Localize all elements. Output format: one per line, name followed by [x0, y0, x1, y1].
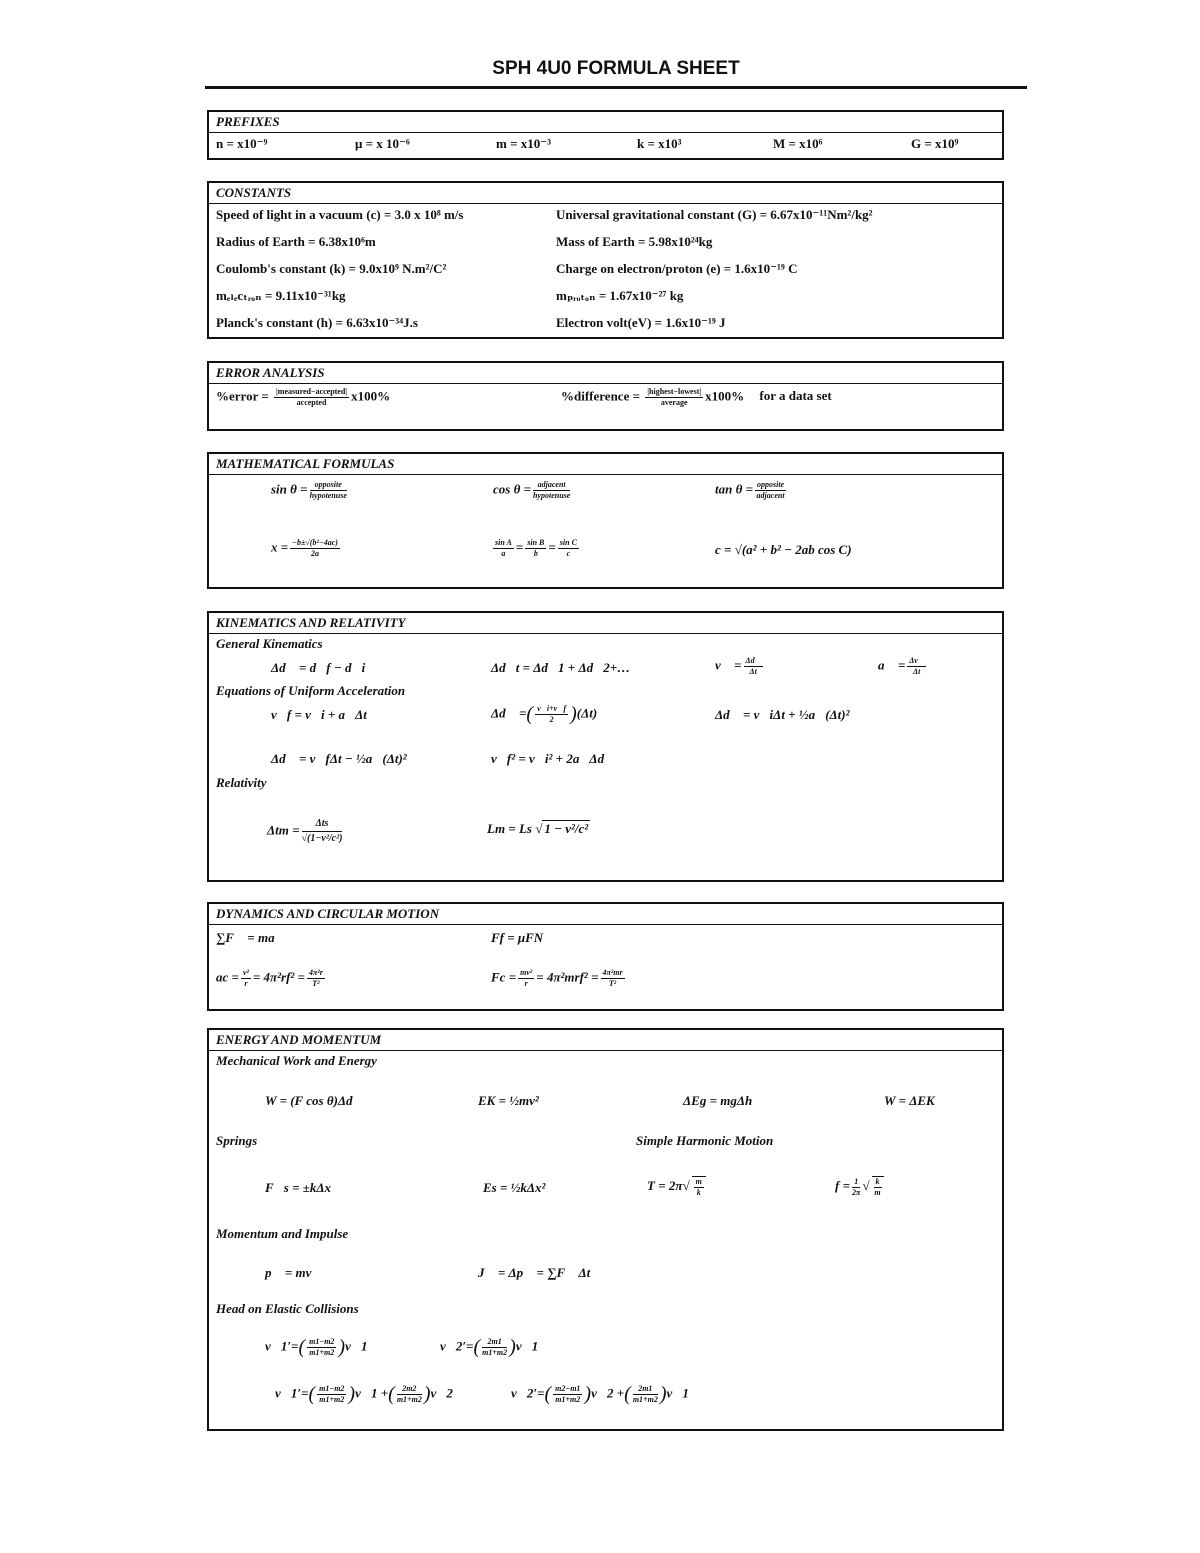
fraction-denominator: adjacent	[756, 491, 785, 500]
fraction-numerator: 2m2	[397, 1384, 422, 1395]
tangent-lhs: tan θ =	[715, 481, 753, 497]
fraction-denominator: a	[501, 549, 506, 558]
fraction-denominator: accepted	[296, 398, 327, 407]
fraction-denominator: m1+m2	[319, 1395, 345, 1404]
fraction-numerator: sin B	[527, 538, 545, 547]
momentum-formula: p⃗ = mv⃗	[265, 1265, 322, 1280]
total-displacement-formula: Δd⃗t = Δd⃗1 + Δd⃗2+…	[491, 660, 631, 675]
percent-difference-formula	[561, 387, 832, 408]
percent-difference-lhs: %difference =	[561, 388, 641, 404]
velocity-lhs: v⃗ =	[715, 657, 742, 673]
fraction-numerator: |highest−lowest|	[647, 387, 702, 396]
fraction-numerator: m1−m2	[309, 1337, 335, 1346]
length-contraction-formula: Lm = Ls √ 1 − v²/c²	[487, 821, 589, 836]
fraction-denominator: 2π	[852, 1187, 861, 1197]
fraction-numerator: Δts	[302, 817, 343, 832]
uniform-eq-2: Δd⃗ =( $\frac{v⃗i+v⃗f}{2}$ )(Δt)	[491, 703, 598, 725]
fraction-denominator: Δt	[749, 667, 757, 676]
percent-error-lhs: %error =	[216, 388, 269, 404]
constant-electron-mass: mₑₗₑcₜᵣₒₙ = 9.11x10⁻³¹kg	[216, 288, 346, 303]
fraction-denominator: 2a	[311, 549, 320, 558]
tangent-formula	[715, 480, 788, 501]
kinematics-header: KINEMATICS AND RELATIVITY	[209, 613, 1002, 634]
percent-difference-tail: x100%	[705, 388, 745, 404]
constant-electron-volt: Electron volt(eV) = 1.6x10⁻¹⁹ J	[556, 315, 726, 330]
fraction-numerator: Δd⃗	[745, 656, 761, 665]
uniform-eq-2-lhs: Δd⃗ =	[491, 705, 527, 721]
error-analysis-section	[207, 361, 1004, 431]
constants-section	[207, 181, 1004, 339]
centripetal-force-mid: = 4π²mrf² =	[536, 969, 599, 985]
energy-section	[207, 1028, 1004, 1431]
collision-eq-4-mid: v⃗2 +	[591, 1385, 625, 1401]
constant-elementary-charge: Charge on electron/proton (e) = 1.6x10⁻¹⁹ C	[556, 261, 798, 276]
uniform-eq-4: Δd⃗ = v⃗fΔt − ½a⃗(Δt)²	[271, 751, 407, 766]
fraction-denominator: m	[874, 1188, 881, 1197]
collision-eq-1-tail: v⃗1	[345, 1338, 368, 1354]
newton-second-law: ∑F⃗ = ma⃗	[216, 930, 285, 945]
collisions-subheading: Head on Elastic Collisions	[216, 1301, 359, 1316]
percent-error-tail: x100%	[351, 388, 391, 404]
fraction-numerator: v²	[242, 968, 249, 977]
quadratic-formula	[271, 538, 342, 559]
prefix-nano: n = x10⁻⁹	[216, 136, 268, 151]
constant-speed-of-light: Speed of light in a vacuum (c) = 3.0 x 10⁸ m/s	[216, 207, 464, 222]
acceleration-formula	[878, 656, 928, 677]
fraction-denominator: average	[660, 398, 688, 407]
uniform-eq-2-tail: (Δt)	[576, 705, 598, 721]
fraction-numerator: k	[875, 1177, 880, 1186]
fraction-numerator: |measured−accepted|	[276, 387, 348, 396]
collision-eq-3: v⃗1′=( $\frac{m1-m2}{m1+m2}$ )v⃗1 +( $\frac{2m2}{m1+m2}$ )v⃗2	[275, 1383, 453, 1405]
dynamics-section	[207, 902, 1004, 1011]
momentum-subheading: Momentum and Impulse	[216, 1226, 349, 1241]
impulse-formula: J⃗ = Δp⃗ = ∑F⃗ Δt	[478, 1265, 591, 1280]
prefixes-header: PREFIXES	[209, 112, 1002, 133]
uniform-eq-5: v⃗f² = v⃗i² + 2a⃗Δd⃗	[491, 751, 615, 766]
frequency-formula: f = $\frac{1}{2\pi}$ √ $\frac{k}{m}$	[835, 1176, 886, 1198]
prefixes-section	[207, 110, 1004, 160]
springs-subheading: Springs	[216, 1133, 258, 1148]
collision-eq-1: v⃗1′=( $\frac{m1-m2}{m1+m2}$ )v⃗1	[265, 1336, 368, 1358]
sine-law: $\frac{\text{sin A}}{a}$ = $\frac{\text{sin B}}{b}$ = $\frac{\text{sin C}}{c}$	[495, 538, 577, 558]
collision-eq-4-tail: v⃗1	[666, 1385, 689, 1401]
constant-coulomb: Coulomb's constant (k) = 9.0x10⁹ N.m²/C²	[216, 261, 447, 276]
relativity-subheading: Relativity	[216, 775, 267, 790]
period-lhs: T = 2π	[647, 1177, 683, 1193]
fraction-numerator: 4π²mr	[602, 968, 623, 977]
fraction-denominator: k	[696, 1188, 701, 1197]
constants-header: CONSTANTS	[209, 183, 1002, 204]
centripetal-acceleration-formula	[216, 968, 327, 989]
fraction-numerator: m2−m1	[555, 1384, 581, 1393]
prefix-giga: G = x10⁹	[911, 136, 959, 151]
prefix-milli: m = x10⁻³	[496, 136, 551, 151]
title-rule	[205, 86, 1027, 89]
work-energy-theorem: W = ΔEK	[884, 1093, 935, 1108]
work-formula: W = (F cos θ)Δd	[265, 1093, 353, 1108]
fraction-denominator: T²	[608, 979, 617, 988]
fraction-numerator: sin A	[495, 538, 512, 547]
velocity-formula	[715, 656, 765, 677]
fraction-denominator: b	[533, 549, 538, 558]
acceleration-lhs: a⃗ =	[878, 657, 906, 673]
percent-difference-fraction	[645, 387, 703, 408]
percent-error-formula	[216, 387, 390, 408]
fraction-denominator: m1+m2	[396, 1395, 422, 1404]
constant-gravitational: Universal gravitational constant (G) = 6.67x10⁻¹¹Nm²/kg²	[556, 207, 873, 222]
kinematics-section	[207, 611, 1004, 882]
fraction-denominator: r	[244, 979, 248, 988]
sine-formula	[271, 480, 349, 501]
prefix-micro: μ = x 10⁻⁶	[355, 136, 410, 151]
frequency-lhs: f =	[835, 1177, 850, 1193]
fraction-numerator: 2m1	[482, 1337, 507, 1348]
time-dilation-lhs: Δtm =	[267, 822, 300, 838]
fraction-denominator: r	[524, 979, 528, 988]
percent-difference-note: for a data set	[759, 388, 832, 404]
fraction-numerator: 1	[852, 1177, 860, 1188]
constant-planck: Planck's constant (h) = 6.63x10⁻³⁴J.s	[216, 315, 418, 330]
fraction-numerator: m	[695, 1177, 702, 1186]
fraction-denominator: 2	[549, 715, 554, 724]
prefix-kilo: k = x10³	[637, 136, 682, 151]
collision-eq-2-tail: v⃗1	[515, 1338, 539, 1354]
fraction-denominator: √(1−v²/c²)	[301, 833, 343, 844]
centripetal-acceleration-lhs: ac =	[216, 969, 239, 985]
collision-eq-1-lhs: v⃗1′=	[265, 1338, 299, 1354]
fraction-denominator: hypotenuse	[309, 491, 347, 500]
collision-eq-4-lhs: v⃗2′=	[511, 1385, 545, 1401]
fraction-denominator: c	[566, 549, 571, 558]
general-kinematics-subheading: General Kinematics	[216, 636, 323, 651]
fraction-numerator: Δv⃗	[909, 656, 925, 665]
fraction-numerator: 2m1	[633, 1384, 658, 1395]
cosine-law: c = √(a² + b² − 2ab cos C)	[715, 542, 852, 557]
math-header: MATHEMATICAL FORMULAS	[209, 454, 1002, 475]
fraction-numerator: sin C	[559, 538, 577, 547]
fraction-denominator: hypotenuse	[532, 491, 571, 500]
quadratic-lhs: x =	[271, 539, 289, 555]
collision-eq-3-tail: v⃗2	[430, 1385, 453, 1401]
sine-lhs: sin θ =	[271, 481, 308, 497]
constant-radius-earth: Radius of Earth = 6.38x10⁶m	[216, 234, 376, 249]
fraction-numerator: 4π²r	[309, 968, 323, 977]
centripetal-force-formula	[491, 968, 627, 989]
cosine-lhs: cos θ =	[493, 481, 531, 497]
collision-eq-4: v⃗2′=( $\frac{m2-m1}{m1+m2}$ )v⃗2 +( $\frac{2m1}{m1+m2}$ )v⃗1	[511, 1383, 689, 1405]
spring-energy-formula: Es = ½kΔx²	[483, 1180, 546, 1195]
constant-mass-earth: Mass of Earth = 5.98x10²⁴kg	[556, 234, 713, 249]
fraction-denominator: m1+m2	[555, 1395, 581, 1404]
fraction-denominator: m1+m2	[632, 1395, 658, 1404]
hookes-law: F⃗s = ±kΔx⃗	[265, 1180, 342, 1195]
fraction-denominator: m1+m2	[309, 1348, 335, 1357]
period-formula: T = 2π√ $\frac{m}{k}$	[647, 1176, 708, 1198]
length-contraction-root: 1 − v²/c²	[544, 821, 589, 836]
prefix-mega: M = x10⁶	[773, 136, 823, 151]
fraction-numerator: m1−m2	[319, 1384, 345, 1393]
collision-eq-2-lhs: v⃗2′=	[440, 1338, 474, 1354]
uniform-acceleration-subheading: Equations of Uniform Acceleration	[216, 683, 406, 698]
centripetal-acceleration-mid: = 4π²rf² =	[252, 969, 305, 985]
energy-header: ENERGY AND MOMENTUM	[209, 1030, 1002, 1051]
fraction-denominator: T²	[312, 979, 320, 988]
displacement-formula: Δd⃗ = d⃗f − d⃗i	[271, 660, 366, 675]
fraction-numerator: adjacent	[533, 480, 570, 491]
constant-proton-mass: mₚᵣₒₜₒₙ = 1.67x10⁻²⁷ kg	[556, 288, 684, 303]
cosine-formula	[493, 480, 572, 501]
fraction-numerator: v⃗i+v⃗f	[537, 704, 567, 713]
fraction-denominator: Δt	[913, 667, 921, 676]
collision-eq-2: v⃗2′=( $\frac{2m1}{m1+m2}$ )v⃗1	[440, 1336, 539, 1358]
mechanical-work-subheading: Mechanical Work and Energy	[216, 1053, 377, 1068]
error-analysis-header: ERROR ANALYSIS	[209, 363, 1002, 384]
math-section	[207, 452, 1004, 589]
time-dilation-formula	[267, 817, 344, 846]
uniform-eq-3: Δd⃗ = v⃗iΔt + ½a⃗(Δt)²	[715, 707, 850, 722]
fraction-numerator: mv²	[520, 968, 533, 977]
friction-formula: Ff = μFN	[491, 930, 544, 945]
length-contraction-lhs: Lm = Ls	[487, 821, 532, 836]
collision-eq-3-lhs: v⃗1′=	[275, 1385, 309, 1401]
uniform-eq-1: v⃗f = v⃗i + a⃗Δt	[271, 707, 367, 722]
page-title: SPH 4U0 FORMULA SHEET	[492, 58, 740, 79]
fraction-denominator: m1+m2	[482, 1348, 508, 1357]
gravitational-energy-formula: ΔEg = mgΔh	[683, 1093, 753, 1108]
percent-error-fraction	[274, 387, 349, 408]
fraction-numerator: opposite	[310, 480, 347, 491]
dynamics-header: DYNAMICS AND CIRCULAR MOTION	[209, 904, 1002, 925]
fraction-numerator: −b±√(b²−4ac)	[292, 538, 338, 547]
kinetic-energy-formula: EK = ½mv²	[478, 1093, 539, 1108]
centripetal-force-lhs: Fc =	[491, 969, 517, 985]
collision-eq-3-mid: v⃗1 +	[355, 1385, 389, 1401]
shm-subheading: Simple Harmonic Motion	[636, 1133, 774, 1148]
fraction-numerator: opposite	[757, 480, 785, 489]
